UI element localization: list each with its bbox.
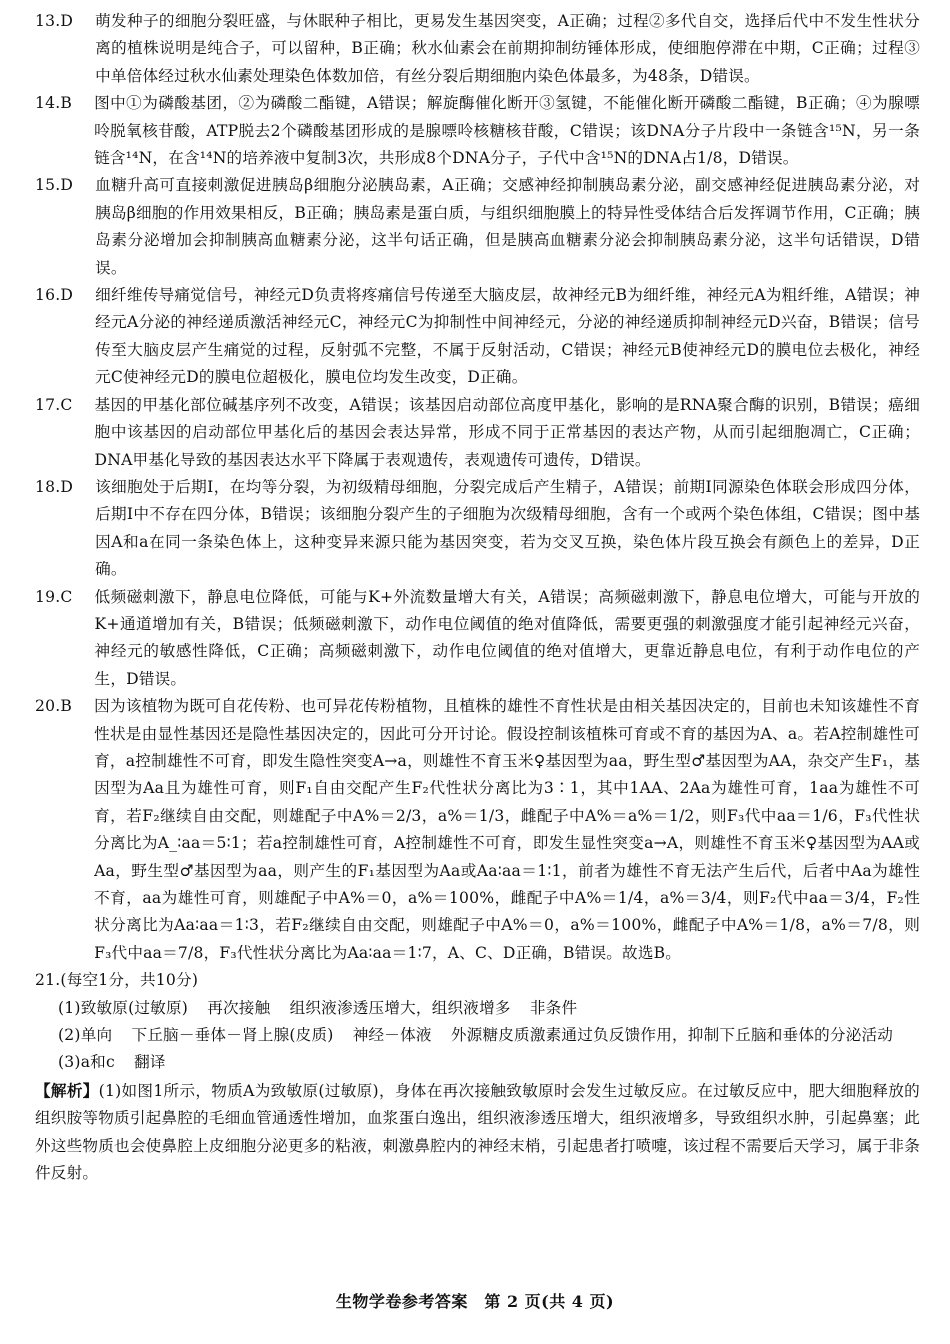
answer-letter: B [60,697,73,716]
answer-item-16 [35,282,920,392]
question-number: 15. [35,176,61,195]
answer-letter: D [60,12,74,30]
answer-letter: D [60,176,74,195]
answer-letter: B [60,94,73,113]
question-number: 19. [35,587,61,606]
explanation-text: 因为该植物为既可自花传粉、也可异花传粉植物，且植株的雄性不育性状是由相关基因决定的，目前也未知该雄性不育性状是由显性基因还是隐性基因决定的，因此可分开讨论。假设控制该植株可育或不育的基因为A、a。若A控制雄性可育，a控制雄性不可育，即发生隐性突变A→a，则雄性不育玉米♀基因型为aa，野生型♂基因型为AA，杂交产生F₁，基因型为Aa且为雄性可育，则F₁自由交配产生F₂代性状分离比为3∶1，其中1AA、2Aa为雄性可育，1aa为雄性不可育，若F₂继续自由交配，则雄配子中A%＝2/3，a%＝1/3，雌配子中A%＝a%＝1/2，则F₃代中aa＝1/6，F₃代性状分离比为A_∶aa＝5∶1；若a控制雄性可育，A控制雄性不可育，即发生显性突变a→A，则雄性不育玉米♀基因型为AA或Aa，野生型♂基因型为aa，则产生的F₁基因型为Aa或Aa∶aa＝1∶1，前者为雄性不育无法产生后代，后者中Aa为雄性不育，aa为雄性可育，则雄配子中A%＝0，a%＝100%，雌配子中A%＝1/4，a%＝3/4，则F₂代中aa＝3/4，F₂性状分离比为Aa∶aa＝1∶3，若F₂继续自由交配，则雄配子中A%＝0，a%＝100%，雌配子中A%＝1/8，a%＝7/8，则F₃代中aa＝7/8，F₃代性状分离比为Aa∶aa＝1∶7，A、C、D正确，B错误。故选B。 [94,697,920,962]
answer-blank: (3)a和c [58,1053,115,1072]
q21-part3-answers [35,1049,920,1076]
answer-blank: 下丘脑－垂体－肾上腺(皮质) [131,1026,334,1045]
score-note: (每空1分，共10分) [60,971,199,990]
question-number: 17. [35,395,61,414]
question-number: 16. [35,286,61,305]
answer-item-14 [35,90,920,172]
question-number: 14. [35,94,61,113]
answer-letter: D [60,286,74,305]
answer-blank: (1)致敏原(过敏原) [58,998,189,1017]
answer-blank: 再次接触 [207,998,271,1017]
answer-letter: C [60,395,73,414]
answer-blank: 外源糖皮质激素通过负反馈作用，抑制下丘脑和垂体的分泌活动 [450,1026,894,1045]
answer-blank: 非条件 [529,998,578,1017]
q21-part1-answers [35,995,920,1022]
q21-part2-answers [35,1022,920,1049]
explanation-text: 血糖升高可直接刺激促进胰岛β细胞分泌胰岛素，A正确；交感神经抑制胰岛素分泌，副交感神经促进胰岛素分泌，对胰岛β细胞的作用效果相反，B正确；胰岛素是蛋白质，与组织细胞膜上的特异性受体结合后发挥调节作用，C正确；胰岛素分泌增加会抑制胰高血糖素分泌，这半句话正确，但是胰高血糖素分泌会抑制胰岛素分泌，这半句话错误，D错误。 [95,176,920,277]
answer-item-13 [35,8,920,90]
question-number: 18. [35,477,61,496]
answer-blank: (2)单向 [58,1026,113,1045]
answer-blank: 组织液渗透压增大，组织液增多 [289,998,511,1017]
explanation-text: 图中①为磷酸基团，②为磷酸二酯键，A错误；解旋酶催化断开③氢键，不能催化断开磷酸二酯键，B正确；④为腺嘌呤脱氧核苷酸，ATP脱去2个磷酸基团形成的是腺嘌呤核糖核苷酸，C错误；该DNA分子片段中一条链含¹⁵N，另一条链含¹⁴N，在含¹⁴N的培养液中复制3次，共形成8个DNA分子，子代中含¹⁵N的DNA占1/8，D错误。 [94,94,920,168]
q21-analysis [35,1077,920,1188]
answer-item-17 [35,392,920,474]
analysis-text: (1)如图1所示，物质A为致敏原(过敏原)，身体在再次接触致敏原时会发生过敏反应。在过敏反应中，肥大细胞释放的组织胺等物质引起鼻腔的毛细血管通透性增加，血浆蛋白逸出，组织液渗透压增大，组织液增多，导致组织水肿，引起鼻塞；此外这些物质也会使鼻腔上皮细胞分泌更多的粘液，刺激鼻腔内的神经末梢，引起患者打喷嚏，该过程不需要后天学习，属于非条件反射。 [35,1081,920,1183]
question-number: 13. [35,12,61,30]
explanation-text: 萌发种子的细胞分裂旺盛，与休眠种子相比，更易发生基因突变，A正确；过程②多代自交，选择后代中不发生性状分离的植株说明是纯合子，可以留种，B正确；秋水仙素会在前期抑制纺锤体形成，使细胞停滞在中期，C正确；过程③中单倍体经过秋水仙素处理染色体数加倍，有丝分裂后期细胞内染色体最多，为48条，D错误。 [95,12,920,85]
answer-item-19 [35,584,920,694]
answer-blank: 神经－体液 [352,1026,432,1045]
explanation-text: 基因的甲基化部位碱基序列不改变，A错误；该基因启动部位高度甲基化，影响的是RNA聚合酶的识别，B错误；癌细胞中该基因的启动部位甲基化后的基因会表达异常，形成不同于正常基因的表达产物，从而引起细胞凋亡，C正确；DNA甲基化导致的基因表达水平下降属于表观遗传，表观遗传可遗传，D错误。 [94,395,920,469]
question-number: 21. [35,971,61,990]
explanation-text: 低频磁刺激下，静息电位降低，可能与K+外流数量增大有关，A错误；高频磁刺激下，静息电位增大，可能与开放的K+通道增加有关，B错误；低频磁刺激下，动作电位阈值的绝对值降低，需要更强的刺激强度才能引起神经元兴奋，神经元的敏感性降低，C正确；高频磁刺激下，动作电位阈值的绝对值增大，更靠近静息电位，有利于动作电位的产生，D错误。 [94,587,920,688]
page-footer: 生物学卷参考答案 第 2 页(共 4 页) [335,1292,615,1311]
answer-item-15 [35,172,920,282]
answer-letter: C [60,587,73,606]
answer-letter: D [60,477,74,496]
answer-item-18 [35,474,920,584]
explanation-text: 该细胞处于后期Ⅰ，在均等分裂，为初级精母细胞，分裂完成后产生精子，A错误；前期Ⅰ同源染色体联会形成四分体，后期Ⅰ中不存在四分体，B错误；该细胞分裂产生的子细胞为次级精母细胞，含有一个或两个染色体组，C错误；图中基因A和a在同一条染色体上，这种变异来源只能为基因突变，若为交叉互换，染色体片段互换会有颜色上的差异，D正确。 [95,477,920,579]
answer-item-21-header [35,967,920,994]
question-number: 20. [35,697,61,716]
explanation-text: 细纤维传导痛觉信号，神经元D负责将疼痛信号传递至大脑皮层，故神经元B为细纤维，神经元A为粗纤维，A错误；神经元A分泌的神经递质激活神经元C，神经元C为抑制性中间神经元，分泌的神经递质抑制神经元D兴奋，B错误；信号传至大脑皮层产生痛觉的过程，反射弧不完整，不属于反射活动，C错误；神经元B使神经元D的膜电位去极化，神经元C使神经元D的膜电位超极化，膜电位均发生改变，D正确。 [95,286,920,387]
answer-blank: 翻译 [134,1053,166,1072]
answer-item-20 [35,693,920,967]
analysis-label: 【解析】 [35,1080,99,1100]
